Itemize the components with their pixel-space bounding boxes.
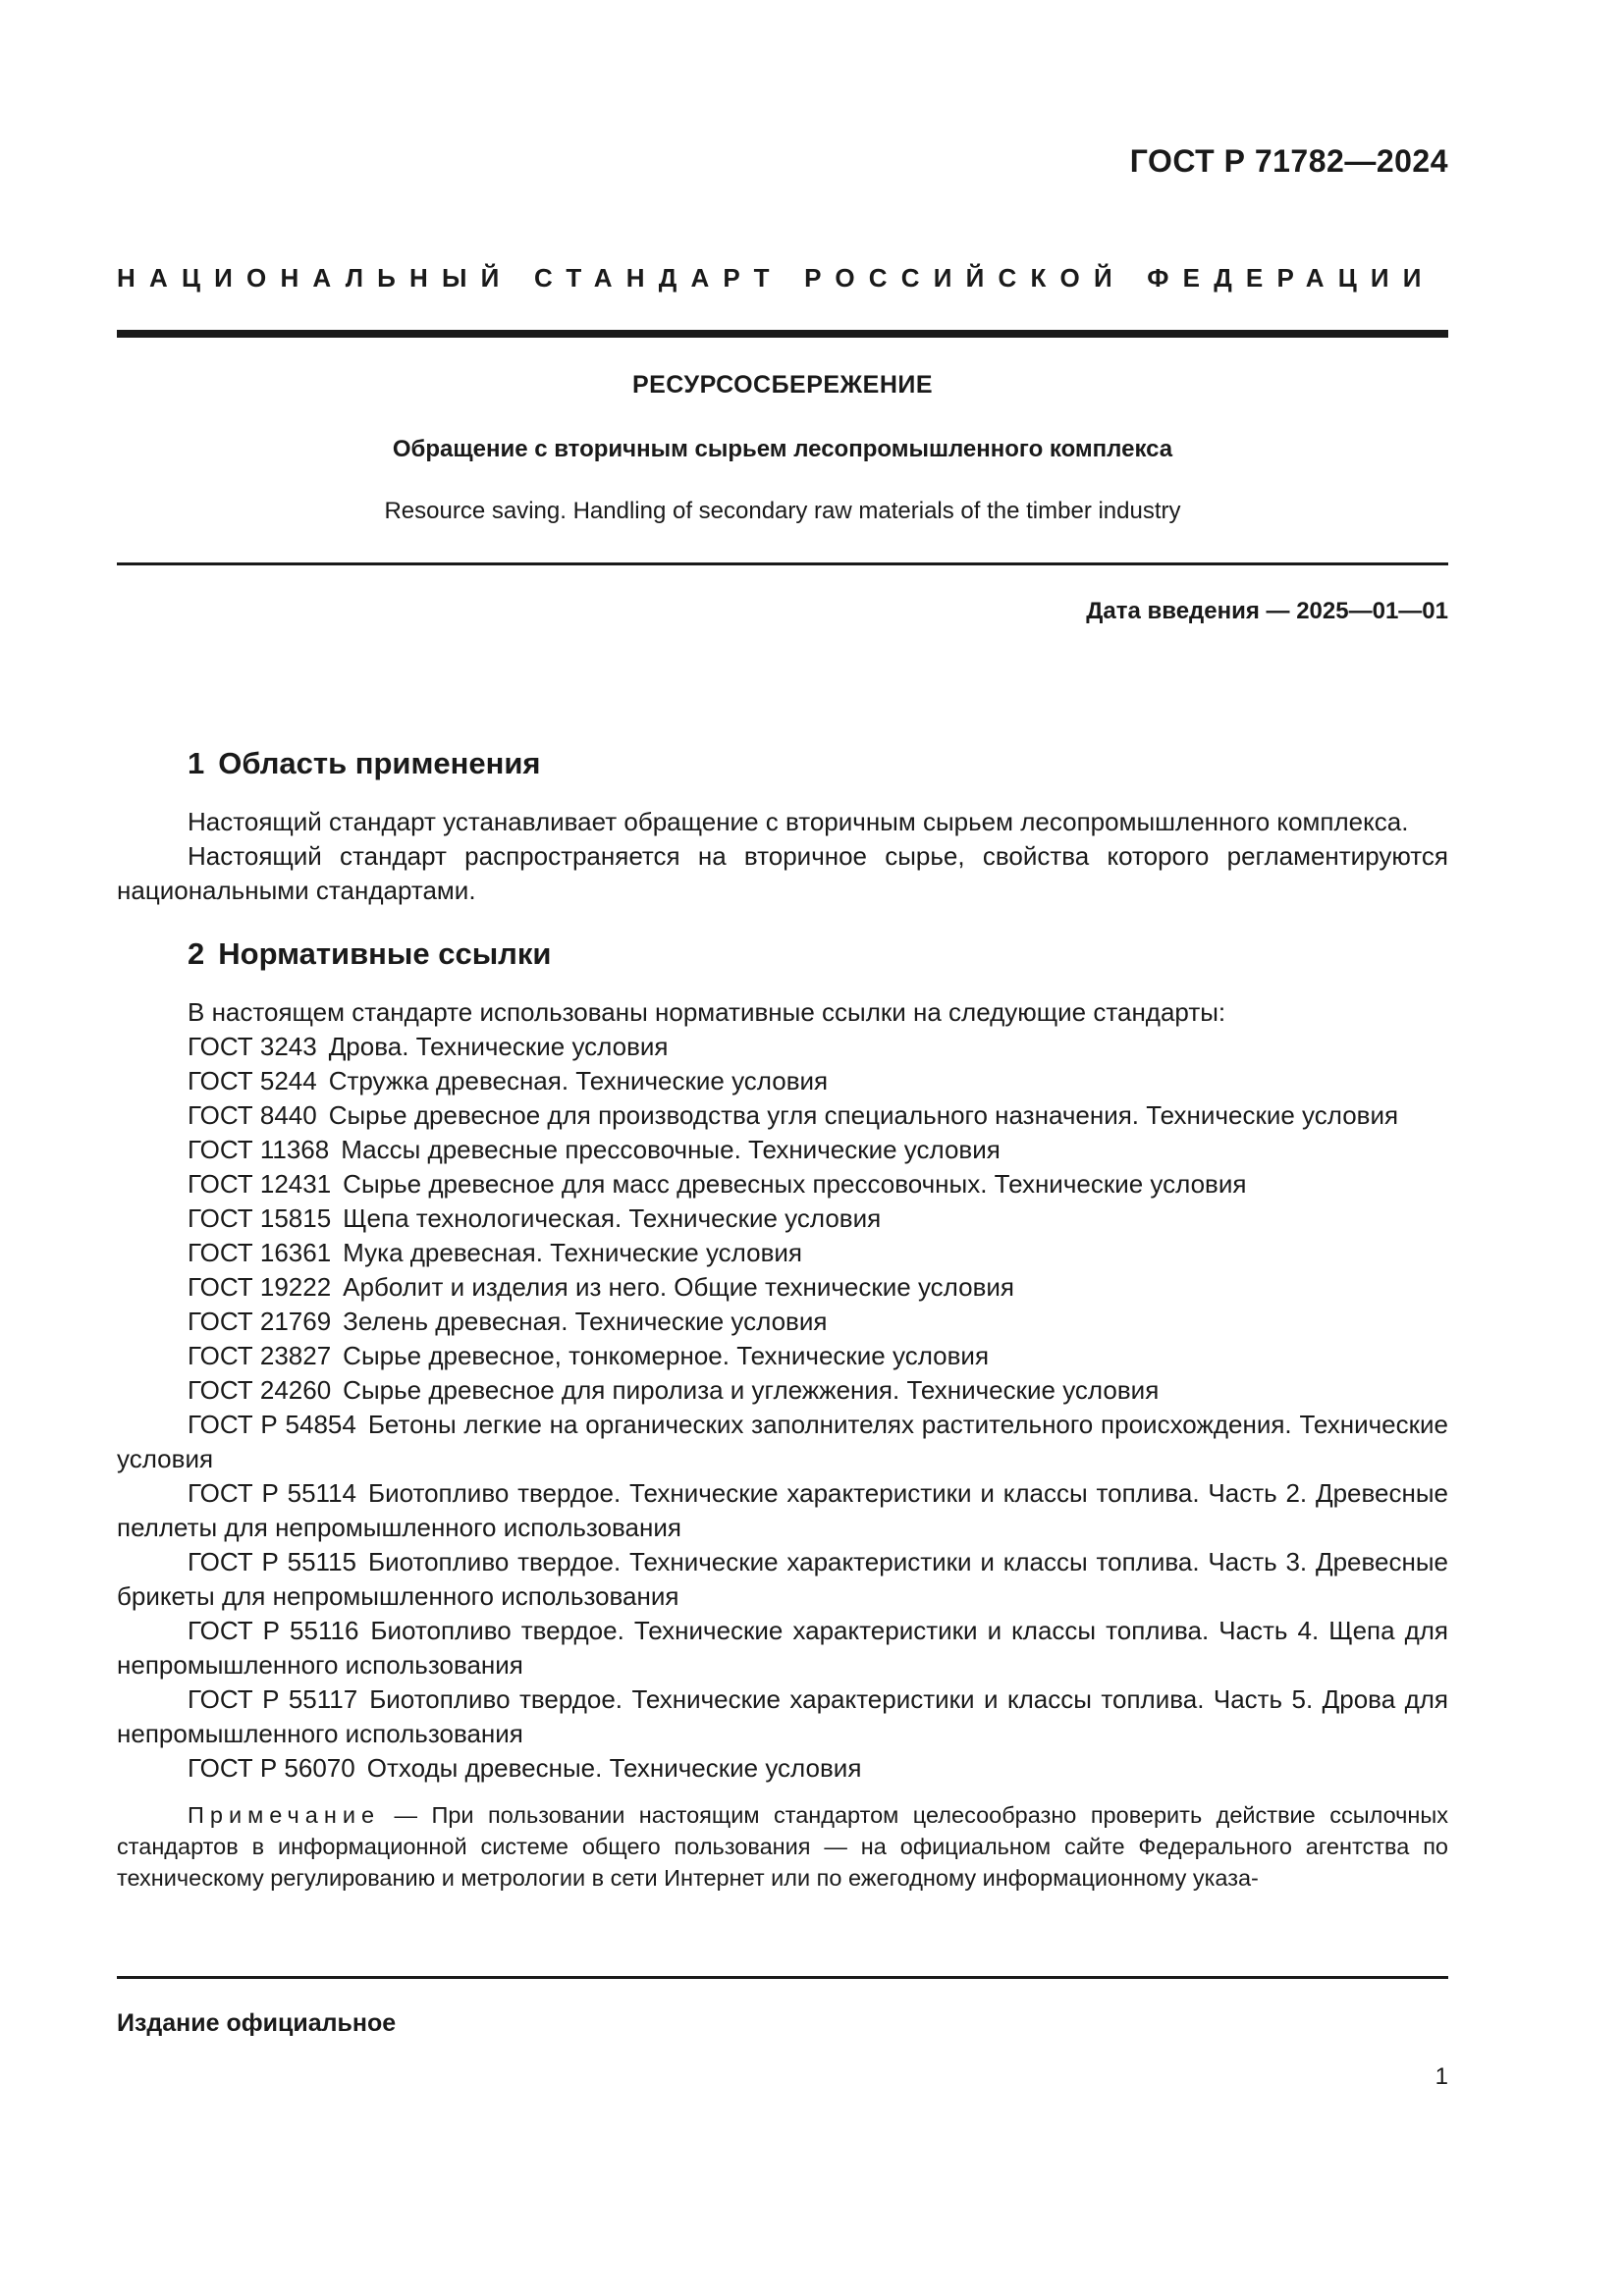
reference-item: [117, 1030, 1448, 1064]
section-2-heading: [188, 934, 1448, 974]
reference-title: Биотопливо твердое. Технические характеристики и классы топлива. Часть 3. Древесные брикеты для непромышленного использования: [117, 1547, 1448, 1611]
reference-item: [117, 1373, 1448, 1408]
reference-code: ГОСТ 15815: [188, 1203, 332, 1233]
reference-code: ГОСТ 24260: [188, 1375, 332, 1405]
section-1-heading: [188, 744, 1448, 783]
reference-item: [117, 1339, 1448, 1373]
reference-code: ГОСТ Р 56070: [188, 1753, 355, 1783]
reference-code: ГОСТ 12431: [188, 1169, 332, 1199]
section-2-intro: В настоящем стандарте использованы нормативные ссылки на следующие стандарты:: [188, 997, 1226, 1027]
section-2-number: 2: [188, 936, 205, 971]
section-2-title: Нормативные ссылки: [218, 936, 552, 971]
note-paragraph: [117, 1799, 1448, 1894]
document-title-english: Resource saving. Handling of secondary raw materials of the timber industry: [384, 498, 1181, 524]
reference-code: ГОСТ Р 55117: [188, 1684, 358, 1714]
reference-item: [117, 1751, 1448, 1786]
reference-item: [117, 1236, 1448, 1270]
reference-title: Сырье древесное для масс древесных прессовочных. Технические условия: [343, 1169, 1247, 1199]
reference-title: Зелень древесная. Технические условия: [343, 1307, 828, 1336]
section-1-paragraph: Настоящий стандарт распространяется на вторичное сырье, свойства которого регламентируются национальными стандартами.: [117, 841, 1448, 905]
footer-rule: [117, 1976, 1448, 1979]
note-text: — При пользовании настоящим стандартом целесообразно проверить действие ссылочных стандартов в информационной системе общего пользования — на официальном сайте Федерального агентства по техническому регулированию и метрологии в сети Интернет или по ежегодному информационному указа-: [117, 1802, 1448, 1891]
title-rule: [117, 562, 1448, 565]
note-label: Примечание: [188, 1802, 381, 1828]
reference-title: Дрова. Технические условия: [328, 1032, 669, 1061]
reference-title: Сырье древесное для пиролиза и углежжения. Технические условия: [343, 1375, 1160, 1405]
reference-title: Массы древесные прессовочные. Технические условия: [341, 1135, 1001, 1164]
reference-item: [117, 1408, 1448, 1476]
reference-item: [117, 1133, 1448, 1167]
reference-code: ГОСТ Р 55114: [188, 1478, 356, 1508]
reference-title: Отходы древесные. Технические условия: [366, 1753, 862, 1783]
reference-title: Сырье древесное, тонкомерное. Технические условия: [343, 1341, 990, 1370]
reference-code: ГОСТ 11368: [188, 1135, 330, 1164]
header-rule: [117, 330, 1448, 338]
section-1-number: 1: [188, 746, 205, 780]
official-edition-label: Издание официальное: [117, 2009, 397, 2037]
document-title: РЕСУРСОСБЕРЕЖЕНИЕ: [631, 371, 934, 399]
reference-code: ГОСТ Р 55115: [188, 1547, 356, 1576]
reference-code: ГОСТ 19222: [188, 1272, 332, 1302]
reference-code: ГОСТ 23827: [188, 1341, 332, 1370]
reference-title: Арболит и изделия из него. Общие технические условия: [343, 1272, 1015, 1302]
reference-item: [117, 1682, 1448, 1751]
reference-code: ГОСТ 21769: [188, 1307, 332, 1336]
reference-item: [117, 1167, 1448, 1201]
reference-title: Биотопливо твердое. Технические характеристики и классы топлива. Часть 5. Дрова для непромышленного использования: [117, 1684, 1449, 1748]
reference-item: [117, 1476, 1448, 1545]
document-body: [117, 744, 1448, 1917]
reference-item: [117, 1270, 1448, 1305]
reference-item: [117, 1614, 1448, 1682]
reference-title: Биотопливо твердое. Технические характеристики и классы топлива. Часть 2. Древесные пеллеты для непромышленного использования: [117, 1478, 1448, 1542]
reference-title: Биотопливо твердое. Технические характеристики и классы топлива. Часть 4. Щепа для непромышленного использования: [117, 1616, 1449, 1680]
reference-item: [117, 1064, 1448, 1098]
document-number: ГОСТ Р 71782—2024: [1129, 143, 1448, 179]
page-number: 1: [1435, 2063, 1448, 2090]
reference-code: ГОСТ Р 54854: [188, 1410, 356, 1439]
section-1-title: Область применения: [218, 746, 541, 780]
reference-item: [117, 1545, 1448, 1614]
reference-code: ГОСТ 5244: [188, 1066, 317, 1095]
reference-code: ГОСТ 8440: [188, 1100, 317, 1130]
introduction-date: Дата введения — 2025—01—01: [1086, 598, 1448, 624]
reference-code: ГОСТ 3243: [188, 1032, 317, 1061]
document-subtitle: Обращение с вторичным сырьем лесопромышленного комплекса: [392, 436, 1173, 462]
reference-title: Стружка древесная. Технические условия: [328, 1066, 829, 1095]
reference-title: Щепа технологическая. Технические условия: [343, 1203, 882, 1233]
reference-title: Бетоны легкие на органических заполнителях растительного происхождения. Технические условия: [117, 1410, 1448, 1473]
reference-item: [117, 1305, 1448, 1339]
national-standard-heading: НАЦИОНАЛЬНЫЙ СТАНДАРТ РОССИЙСКОЙ ФЕДЕРАЦИИ: [117, 263, 1435, 293]
reference-item: [117, 1098, 1448, 1133]
reference-code: ГОСТ Р 55116: [188, 1616, 359, 1645]
normative-reference-list: [117, 1030, 1448, 1786]
reference-code: ГОСТ 16361: [188, 1238, 332, 1267]
section-1-paragraph: Настоящий стандарт устанавливает обращение с вторичным сырьем лесопромышленного комплекса.: [188, 807, 1409, 836]
reference-item: [117, 1201, 1448, 1236]
reference-title: Мука древесная. Технические условия: [343, 1238, 802, 1267]
reference-title: Сырье древесное для производства угля специального назначения. Технические условия: [328, 1100, 1399, 1130]
